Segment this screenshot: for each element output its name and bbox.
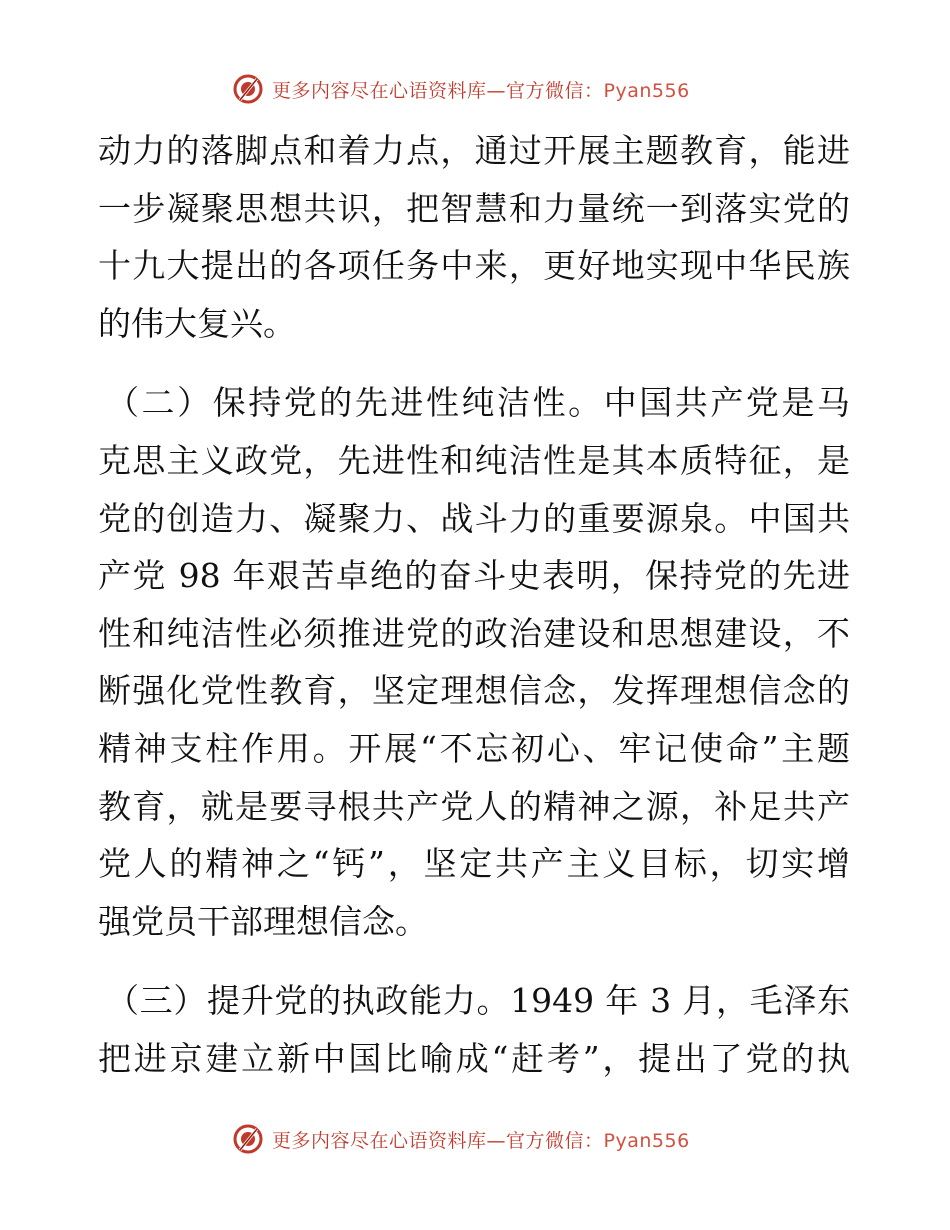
text-line: 精神支柱作用。开展“不忘初心、牢记使命”主题 [98, 728, 850, 768]
text-line: 教育，就是要寻根共产党人的精神之源，补足共产 [98, 786, 850, 826]
text-line: 的伟大复兴。 [98, 303, 296, 343]
watermark-footer [232, 1122, 690, 1156]
text-line: 动力的落脚点和着力点，通过开展主题教育，能进 [98, 131, 850, 170]
brush-logo-icon [232, 73, 264, 105]
text-line: 十九大提出的各项任务中来，更好地实现中华民族 [98, 246, 850, 286]
brush-logo-icon [232, 1123, 264, 1155]
text-line: （二）保持党的先进性纯洁性。中国共产党是马 [106, 383, 850, 423]
text-line: 党人的精神之“钙”，坚定共产主义目标，切实增 [98, 844, 850, 884]
text-line: 党的创造力、凝聚力、战斗力的重要源泉。中国共 [98, 498, 850, 538]
watermark-wechat-id: Pyan556 [603, 79, 690, 102]
document-body [98, 122, 850, 1088]
text-line: 克思主义政党，先进性和纯洁性是其本质特征，是 [98, 440, 850, 480]
watermark-text: 更多内容尽在心语资料库—官方微信：Pyan556 [272, 1129, 690, 1152]
text-line: 产党 98 年艰苦卓绝的奋斗史表明，保持党的先进 [98, 556, 850, 596]
text-line: 一步凝聚思想共识，把智慧和力量统一到落实党的 [98, 188, 850, 228]
paragraph-1 [98, 122, 850, 352]
watermark-header [232, 72, 690, 106]
paragraph-3 [98, 972, 850, 1087]
paragraph-2 [98, 374, 850, 950]
watermark-wechat-id: Pyan556 [603, 1129, 690, 1152]
text-line: （三）提升党的执政能力。1949 年 3 月，毛泽东 [106, 981, 850, 1021]
text-line: 把进京建立新中国比喻成“赶考”，提出了党的执 [98, 1038, 850, 1078]
text-line: 断强化党性教育，坚定理想信念，发挥理想信念的 [98, 671, 850, 711]
watermark-text: 更多内容尽在心语资料库—官方微信：Pyan556 [272, 79, 690, 102]
text-line: 性和纯洁性必须推进党的政治建设和思想建设，不 [98, 613, 850, 653]
text-line: 强党员干部理想信念。 [98, 901, 428, 941]
